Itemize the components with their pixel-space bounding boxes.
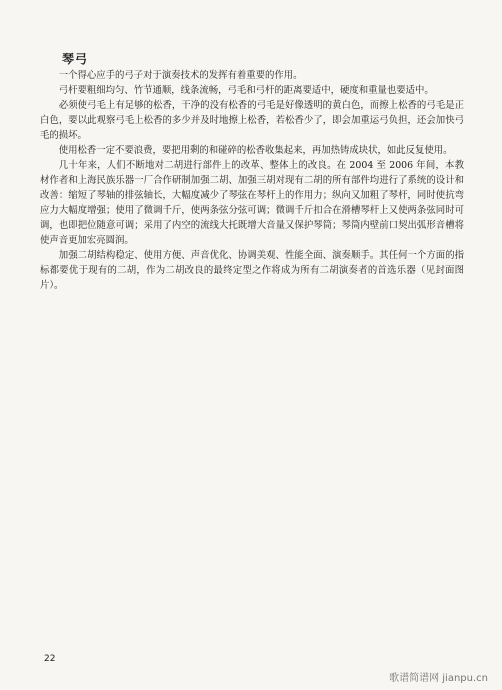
page-number: 22 <box>44 654 56 664</box>
paragraph: 弓杆要粗细均匀、竹节通顺，线条流畅，弓毛和弓杆的距离要适中，硬度和重量也要适中。 <box>58 85 434 96</box>
watermark: 歌谱简谱网 jianpu.cn <box>389 673 488 684</box>
section-title: 琴弓 <box>62 52 89 66</box>
paragraph: 几十年来，人们不断地对二胡进行部件上的改革、整体上的改良。在 2004 至 2006 年间，本教材作者和上海民族乐器一厂合作研制加强二胡、加强三胡对现有二胡的所有部件均进行了系统的设计和改善：缩短了琴轴的排弦轴长，大幅度减少了琴弦在琴杆上的作用力；纵向又加粗了琴杆，同时使抗弯应力大幅度增强；使用了微调千斤，使两条弦分弦可调；微调千斤扣合在滑槽琴杆上又使两条弦同时可调，也即把位随意可调；采用了内空的流线大托既增大音量又保护琴筒；琴筒内壁前口契出弧形音槽将使声音更加宏亮圆润。 <box>40 160 464 246</box>
paragraph: 使用松香一定不要浪费，要把用剩的和碰碎的松香收集起来，再加热铸成块状，如此反复使用。 <box>58 145 453 156</box>
body-text <box>40 68 464 293</box>
paragraph: 一个得心应手的弓子对于演奏技术的发挥有着重要的作用。 <box>58 70 303 81</box>
paragraph: 加强二胡结构稳定、使用方便、声音优化、协调美观、性能全面、演奏顺手。其任何一个方面的指标都要优于现有的二胡，作为二胡改良的最终定型之作将成为所有二胡演奏者的首选乐器（见封面图片）。 <box>40 250 464 291</box>
paragraph: 必须使弓毛上有足够的松香，干净的没有松香的弓毛是好像透明的黄白色，而擦上松香的弓毛是正白色，要以此观察弓毛上松香的多少并及时地擦上松香，若松香少了，即会加重运弓负担，还会加快弓毛的损坏。 <box>40 100 464 141</box>
